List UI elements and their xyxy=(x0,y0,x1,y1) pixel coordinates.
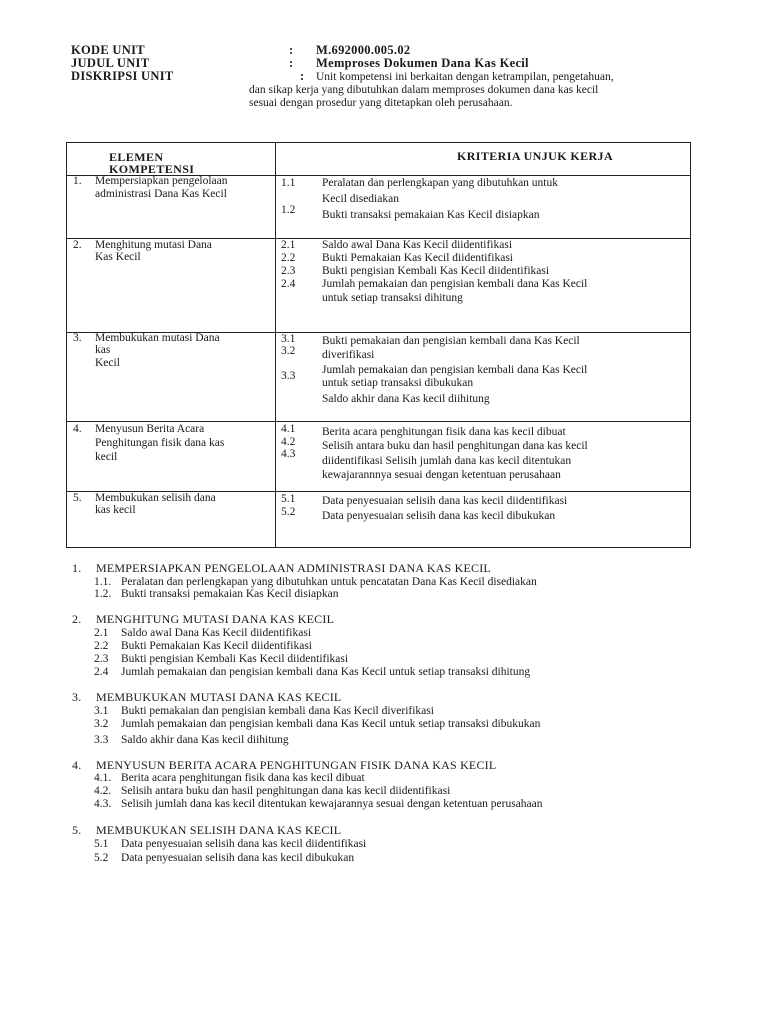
list-item-text: Bukti pengisian Kembali Kas Kecil diidentifikasi xyxy=(121,653,349,665)
list-item xyxy=(94,666,530,678)
section-2-heading xyxy=(72,612,334,627)
row-1-criterion-text: Kecil disediakan xyxy=(322,193,399,205)
row-2-criterion-text: Bukti pengisian Kembali Kas Kecil diidentifikasi xyxy=(322,265,550,277)
list-item-text: Saldo akhir dana Kas kecil diihitung xyxy=(121,734,289,746)
row-2-elemen: Menghitung mutasi Dana xyxy=(95,239,212,251)
section-4-title: MENYUSUN BERITA ACARA PENGHITUNGAN FISIK DANA KAS KECIL xyxy=(96,758,497,772)
row-3-elemen: Membukukan mutasi Dana xyxy=(95,332,220,344)
list-item xyxy=(94,718,540,730)
row-2-number: 2. xyxy=(73,239,82,251)
row-1-criterion-number: 1.1 xyxy=(281,177,296,189)
list-item xyxy=(94,705,434,717)
row-4-criterion-number: 4.1 xyxy=(281,423,296,435)
list-item-number: 5.1 xyxy=(94,838,109,850)
row-3-criterion-number: 3.1 xyxy=(281,333,296,345)
row-4-criterion-number: 4.2 xyxy=(281,436,296,448)
list-item xyxy=(94,838,366,850)
list-item xyxy=(94,576,537,588)
table-header-kompetensi: KOMPETENSI xyxy=(109,162,195,176)
row-4-criterion-text: Selisih antara buku dan hasil penghitungan dana kas kecil xyxy=(322,440,588,452)
row-1-criterion-text: Bukti transaksi pemakaian Kas Kecil disiapkan xyxy=(322,209,540,221)
row-3-criterion-text: Saldo akhir dana Kas kecil diihitung xyxy=(322,393,490,405)
row-5-criterion-number: 5.1 xyxy=(281,493,296,505)
row-4-elemen: Penghitungan fisik dana kas xyxy=(95,437,225,449)
diskripsi-line-2: dan sikap kerja yang dibutuhkan dalam memproses dokumen dana kas kecil xyxy=(249,84,599,96)
row-4-criterion-text: Berita acara penghitungan fisik dana kas kecil dibuat xyxy=(322,426,566,438)
list-item xyxy=(94,772,365,784)
list-item-text: Bukti pemakaian dan pengisian kembali dana Kas Kecil diverifikasi xyxy=(121,705,434,717)
section-4-number: 4. xyxy=(72,758,82,772)
row-2-criterion-text: Saldo awal Dana Kas Kecil diidentifikasi xyxy=(322,239,513,251)
list-item xyxy=(94,588,338,600)
row-4-number: 4. xyxy=(73,423,82,435)
list-item-number: 3.2 xyxy=(94,718,109,730)
row-3-criterion-number: 3.3 xyxy=(281,370,296,382)
row-1-elemen: Mempersiapkan pengelolaan xyxy=(95,175,228,187)
list-item xyxy=(94,627,311,639)
row-5-elemen: kas kecil xyxy=(95,504,136,516)
list-item-text: Selisih jumlah dana kas kecil ditentukan kewajarannya sesuai dengan ketentuan perusahaan xyxy=(121,798,543,810)
table-header-kriteria: KRITERIA UNJUK KERJA xyxy=(457,149,614,163)
table-row-divider xyxy=(67,421,690,422)
section-2-number: 2. xyxy=(72,612,82,626)
list-item-number: 2.2 xyxy=(94,640,109,652)
list-item-text: Bukti Pemakaian Kas Kecil diidentifikasi xyxy=(121,640,312,652)
list-item-text: Data penyesuaian selisih dana kas kecil diidentifikasi xyxy=(121,838,367,850)
section-1-number: 1. xyxy=(72,561,82,575)
judul-unit-colon: : xyxy=(289,56,294,70)
judul-unit-value: Memproses Dokumen Dana Kas Kecil xyxy=(316,56,529,70)
section-3-heading xyxy=(72,690,341,705)
list-item-text: Berita acara penghitungan fisik dana kas kecil dibuat xyxy=(121,772,365,784)
list-item-text: Jumlah pemakaian dan pengisian kembali dana Kas Kecil untuk setiap transaksi dihitung xyxy=(121,666,531,678)
diskripsi-unit-label: DISKRIPSI UNIT xyxy=(71,69,174,83)
section-5-heading xyxy=(72,823,341,838)
row-2-criterion-text: Bukti Pemakaian Kas Kecil diidentifikasi xyxy=(322,252,513,264)
list-item-text: Data penyesuaian selisih dana kas kecil dibukukan xyxy=(121,852,355,864)
row-3-criterion-text: diverifikasi xyxy=(322,349,375,361)
kode-unit-colon: : xyxy=(289,43,294,57)
section-4-heading xyxy=(72,758,496,773)
row-3-elemen: Kecil xyxy=(95,357,120,369)
row-2-criterion-number: 2.3 xyxy=(281,265,296,277)
section-5-title: MEMBUKUKAN SELISIH DANA KAS KECIL xyxy=(96,823,342,837)
row-3-criterion-number: 3.2 xyxy=(281,345,296,357)
row-4-criterion-number: 4.3 xyxy=(281,448,296,460)
list-item xyxy=(94,798,543,810)
row-3-criterion-text: Bukti pemakaian dan pengisian kembali dana Kas Kecil xyxy=(322,335,580,347)
list-item-number: 3.3 xyxy=(94,734,109,746)
section-3-title: MEMBUKUKAN MUTASI DANA KAS KECIL xyxy=(96,690,342,704)
table-column-divider xyxy=(275,143,276,547)
list-item xyxy=(94,653,348,665)
list-item-number: 4.1. xyxy=(94,772,112,784)
list-item-text: Peralatan dan perlengkapan yang dibutuhkan untuk pencatatan Dana Kas Kecil disediakan xyxy=(121,576,537,588)
row-2-criterion-number: 2.4 xyxy=(281,278,296,290)
list-item xyxy=(94,734,289,746)
row-2-criterion-text: untuk setiap transaksi dihitung xyxy=(322,292,463,304)
row-2-criterion-text: Jumlah pemakaian dan pengisian kembali dana Kas Kecil xyxy=(322,278,588,290)
row-4-criterion-text: kewajarannnya sesuai dengan ketentuan perusahaan xyxy=(322,469,561,481)
row-4-elemen: Menyusun Berita Acara xyxy=(95,423,205,435)
row-3-number: 3. xyxy=(73,332,82,344)
section-1-title: MEMPERSIAPKAN PENGELOLAAN ADMINISTRASI DANA KAS KECIL xyxy=(96,561,491,575)
row-3-elemen: kas xyxy=(95,344,111,356)
diskripsi-unit-colon: : xyxy=(300,69,305,83)
row-2-criterion-number: 2.1 xyxy=(281,239,296,251)
row-1-elemen: administrasi Dana Kas Kecil xyxy=(95,188,227,200)
list-item-number: 1.1. xyxy=(94,576,112,588)
section-1-heading xyxy=(72,561,491,576)
table-header-elemen: ELEMEN xyxy=(109,150,164,164)
row-5-number: 5. xyxy=(73,492,82,504)
row-3-criterion-text: untuk setiap transaksi dibukukan xyxy=(322,377,474,389)
row-5-criterion-text: Data penyesuaian selisih dana kas kecil dibukukan xyxy=(322,510,556,522)
row-3-criterion-text: Jumlah pemakaian dan pengisian kembali dana Kas Kecil xyxy=(322,364,588,376)
diskripsi-line-1: Unit kompetensi ini berkaitan dengan ketrampilan, pengetahuan, xyxy=(316,71,614,83)
kode-unit-value: M.692000.005.02 xyxy=(316,43,411,57)
list-item-number: 2.4 xyxy=(94,666,109,678)
list-item-number: 4.3. xyxy=(94,798,112,810)
section-2-title: MENGHITUNG MUTASI DANA KAS KECIL xyxy=(96,612,335,626)
list-item-number: 2.3 xyxy=(94,653,109,665)
list-item xyxy=(94,640,312,652)
row-1-criterion-text: Peralatan dan perlengkapan yang dibutuhkan untuk xyxy=(322,177,558,189)
list-item-number: 1.2. xyxy=(94,588,112,600)
row-5-elemen: Membukukan selisih dana xyxy=(95,492,216,504)
list-item-text: Saldo awal Dana Kas Kecil diidentifikasi xyxy=(121,627,312,639)
row-4-criterion-text: diidentifikasi Selisih jumlah dana kas kecil ditentukan xyxy=(322,455,572,467)
list-item-number: 2.1 xyxy=(94,627,109,639)
list-item-text: Bukti transaksi pemakaian Kas Kecil disiapkan xyxy=(121,588,339,600)
section-5-number: 5. xyxy=(72,823,82,837)
list-item-number: 4.2. xyxy=(94,785,112,797)
judul-unit-label: JUDUL UNIT xyxy=(71,56,150,70)
list-item-text: Selisih antara buku dan hasil penghitungan dana kas kecil diidentifikasi xyxy=(121,785,451,797)
row-1-number: 1. xyxy=(73,175,82,187)
list-item-number: 3.1 xyxy=(94,705,109,717)
competency-table xyxy=(66,142,691,548)
row-2-elemen: Kas Kecil xyxy=(95,251,141,263)
list-item-number: 5.2 xyxy=(94,852,109,864)
list-item xyxy=(94,852,354,864)
kode-unit-label: KODE UNIT xyxy=(71,43,145,57)
list-item xyxy=(94,785,450,797)
diskripsi-line-3: sesuai dengan prosedur yang ditetapkan oleh perusahaan. xyxy=(249,97,513,109)
row-4-elemen: kecil xyxy=(95,451,118,463)
row-5-criterion-text: Data penyesuaian selisih dana kas kecil diidentifikasi xyxy=(322,495,568,507)
list-item-text: Jumlah pemakaian dan pengisian kembali dana Kas Kecil untuk setiap transaksi dibukukan xyxy=(121,718,541,730)
section-3-number: 3. xyxy=(72,690,82,704)
row-5-criterion-number: 5.2 xyxy=(281,506,296,518)
row-2-criterion-number: 2.2 xyxy=(281,252,296,264)
row-1-criterion-number: 1.2 xyxy=(281,204,296,216)
